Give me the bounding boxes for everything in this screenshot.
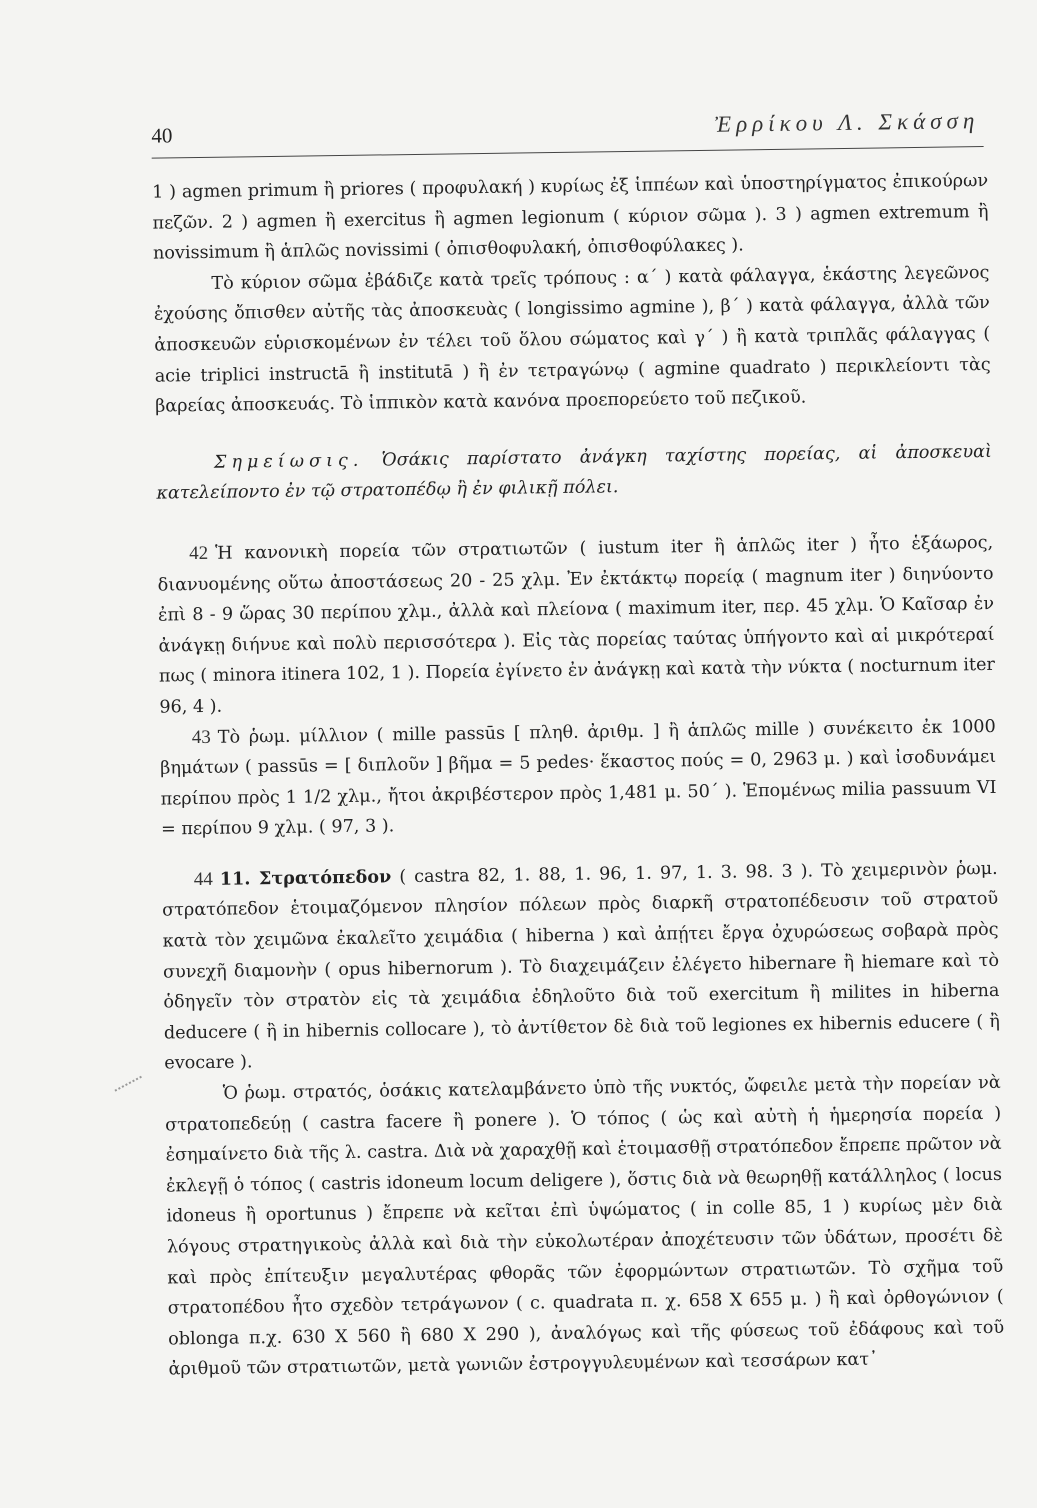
margin-number-43: 43 [191,726,211,748]
section-43 [160,711,998,845]
paragraph-march-formations: Τὸ κύριον σῶμα ἐβάδιζε κατὰ τρεῖς τρόπους : α΄ ) κατὰ φάλαγγα, ἑκάστης λεγεῶνος ἐχούσης ὄπισθεν αὐτῆς τὰς ἀποσκευὰς ( longissimo agmine ), β΄ ) κατὰ φάλαγγα, ἀλλὰ τῶν ἀποσκευῶν εὑρισκομένων ἐν τέλει τοῦ ὅλου σώματος καὶ γ΄ ) ἢ κατὰ τριπλᾶς φάλαγγας ( acie triplici instructā ἢ institutā ) ἢ ἐν τετραγώνῳ ( agmine quadrato ) περικλείοντι τὰς βαρείας ἀποσκευάς. Τὸ ἱππικὸν κατὰ κανόνα προεπορεύετο τοῦ πεζικοῦ. [153,262,991,417]
paragraph-camp-site: Ὁ ῥωμ. στρατός, ὁσάκις κατελαμβάνετο ὑπὸ τῆς νυκτός, ὤφειλε μετὰ τὴν πορείαν νὰ στρατοπεδεύῃ ( castra facere ἢ ponere ). Ὁ τόπος ( ὡς καὶ αὐτὴ ἡ ἡμερησία πορεία ) ἐσημαίνετο διὰ τῆς λ. castra. Διὰ νὰ χαραχθῇ καὶ ἑτοιμασθῇ στρατόπεδον ἔπρεπε πρῶτον νὰ ἐκλεγῇ ὁ τόπος ( castris idoneum locum deligere ), ὅστις διὰ νὰ θεωρηθῇ κατάλληλος ( locus idoneus ἢ oportunus ) ἔπρεπε νὰ κεῖται ἐπὶ ὑψώματος ( in colle 85, 1 ) κυρίως μὲν διὰ λόγους στρατηγικοὺς ἀλλὰ καὶ διὰ τὴν εὐκολωτέραν ἀποχέτευσιν τῶν ὑδάτων, προσέτι δὲ καὶ πρὸς ἐπίτευξιν μεγαλυτέρας φθορᾶς τῶν ἐφορμώντων στρατιωτῶν. Τὸ σχῆμα τοῦ στρατοπέδου ἦτο σχεδὸν τετράγωνον ( c. quadrata π. χ. 658 Χ 655 μ. ) ἢ καὶ ὀρθογώνιον ( oblonga π.χ. 630 Χ 560 ἢ 680 Χ 290 ), ἀναλόγως καὶ τῆς φύσεως τοῦ ἐδάφους καὶ τοῦ ἀριθμοῦ τῶν στρατιωτῶν, μετὰ γωνιῶν ἐστρογγυλευμένων καὶ τεσσάρων κατ᾽ [165,1072,1005,1380]
section-42 [157,528,995,723]
page-number: 40 [151,123,173,148]
section-42-text: Ἡ κανονικὴ πορεία τῶν στρατιωτῶν ( iustum iter ἢ ἁπλῶς iter ) ἦτο ἑξάωρος, διανυομένης οὕτω ἀποστάσεως 20 - 25 χλμ. Ἐν ἐκτάκτῳ πορείᾳ ( magnum iter ) διηνύοντο ἐπὶ 8 - 9 ὥρας 30 περίπου χλμ., ἀλλὰ καὶ πλείονα ( maximum iter, περ. 45 χλμ. Ὁ Καῖσαρ ἐν ἀνάγκῃ διήνυε καὶ πολὺ περισσότερα ). Εἰς τὰς πορείας ταύτας ὑπήγοντο καὶ αἱ μικρότεραί πως ( minora itinera 102, 1 ). Πορεία ἐγίνετο ἐν ἀνάγκῃ καὶ κατὰ τὴν νύκτα ( nocturnum iter 96, 4 ). [157,532,995,718]
section-44 [162,854,1001,1080]
margin-number-42: 42 [189,542,209,565]
page-body [152,166,1005,1386]
note-text: Ὁσάκις παρίστατο ἀνάγκη ταχίστης πορείας, αἱ ἀποσκευαὶ κατελείποντο ἐν τῷ στρατοπέδῳ ἢ ἐν φιλικῇ πόλει. [156,441,993,504]
page-header [151,106,979,152]
note-label: Σημείωσις. [213,450,364,473]
section-heading-castra: 11. Στρατόπεδον [219,866,392,890]
section-44-text: ( castra 82, 1. 88, 1. 96, 1. 97, 1. 3. 98. 3 ). Τὸ χειμερινὸν ῥωμ. στρατόπεδον ἑτοιμαζόμενον πλησίον πόλεων πρὸς διαρκῆ στρατοπέδευσιν τοῦ στρατοῦ κατὰ τὸν χειμῶνα ἐκαλεῖτο χειμάδια ( hiberna ) καὶ ἀπῄτει ἔργα ὀχυρώσεως σοβαρὰ πρὸς συνεχῆ διαμονὴν ( opus hibernorum ). Τὸ διαχειμάζειν ἐλέγετο hibernare ἢ hiemare καὶ τὸ ὁδηγεῖν τὸν στρατὸν εἰς τὰ χειμάδια ἐδηλοῦτο διὰ τοῦ exercitum ἢ milites in hiberna deducere ( ἢ in hibernis collocare ), τὸ ἀντίθετον δὲ διὰ τοῦ legiones ex hibernis educere ( ἢ evocare ). [162,858,1000,1074]
margin-number-44: 44 [193,868,213,890]
running-title: Ἐρρίκου Λ. Σκάσση [714,108,980,137]
note-paragraph [156,437,993,510]
section-43-text: Τὸ ῥωμ. μίλλιον ( mille passūs [ πληθ. ἀριθμ. ] ἢ ἁπλῶς mille ) συνέκειτο ἐκ 1000 βημάτων ( passūs = [ διπλοῦν ] βῆμα = 5 pedes· ἕκαστος πούς = 0, 2963 μ. ) καὶ ἰσοδυνάμει περίπου πρὸς 1 1/2 χλμ., ἤτοι ἀκριβέστερον πρὸς 1,481 μ. 50΄ ). Ἑπομένως milia passuum VI = περίπου 9 χλμ. ( 97, 3 ). [160,716,997,840]
paragraph-agmen-types: 1 ) agmen primum ἢ priores ( προφυλακή ) κυρίως ἐξ ἱππέων καὶ ὑποστηρίγματος ἐπικούρων πεζῶν. 2 ) agmen ἢ exercitus ἢ agmen legionum ( κύριον σῶμα ). 3 ) agmen extremum ἢ novissimum ἢ ἁπλῶς novissimi ( ὀπισθοφυλακή, ὀπισθοφύλακες ). [152,170,989,264]
